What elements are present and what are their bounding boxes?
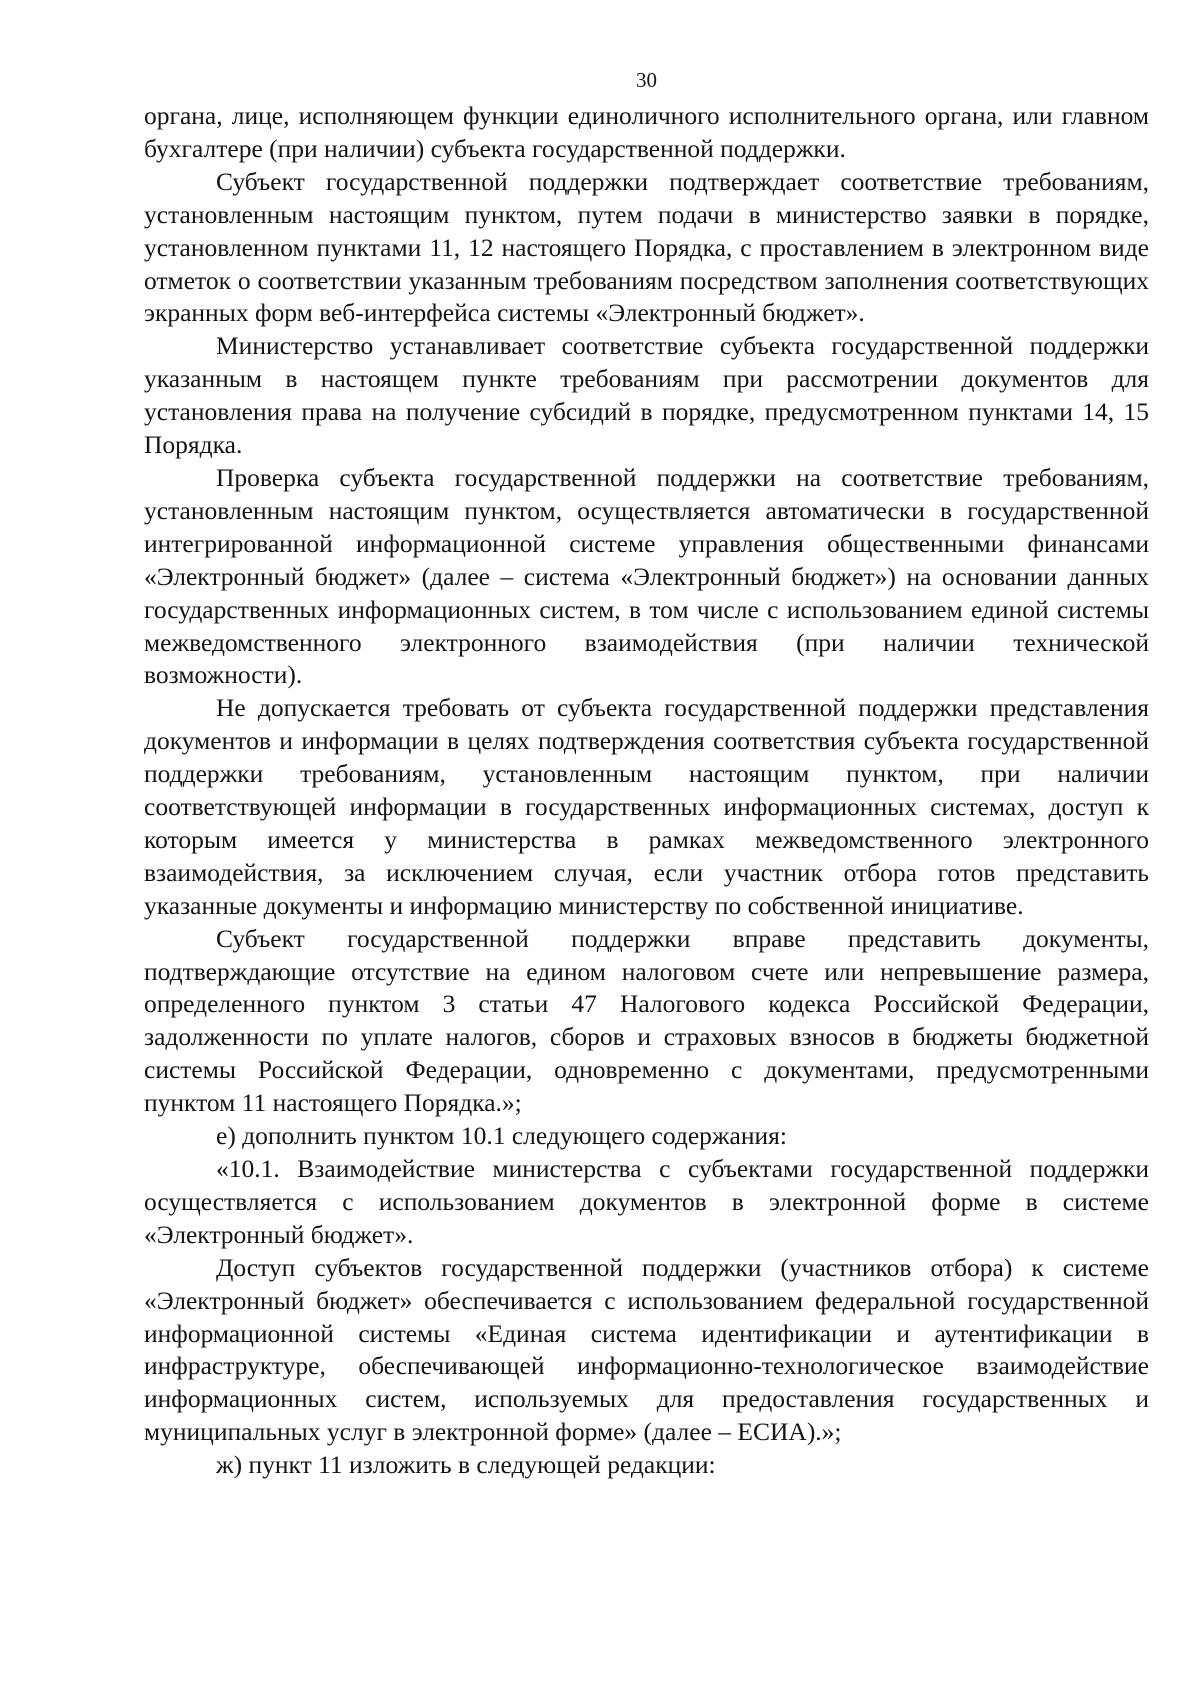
paragraph-not-allowed: Не допускается требовать от субъекта государственной поддержки представления документов и информации в целях подтверждения соответствия субъекта государственной поддержки требованиям, установленным настоящим пунктом, при наличии соответствующей информации в государственных информационных системах, доступ к которым имеется у министерства в рамках межведомственного электронного взаимодействия, за исключением случая, если участник отбора готов представить указанные документы и информацию министерству по собственной инициативе. <box>144 693 1149 920</box>
paragraph-item-e: е) дополнить пунктом 10.1 следующего содержания: <box>216 1121 787 1151</box>
paragraph-confirmation: Субъект государственной поддержки подтверждает соответствие требованиям, установленным настоящим пунктом, путем подачи в министерство заявки в порядке, установленном пунктами 11, 12 настоящего Порядка, с проставлением в электронном виде отметок о соответствии указанным требованиям посредством заполнения соответствующих экранных форм веб-интерфейса системы «Электронный бюджет». <box>144 166 1149 328</box>
paragraph-ministry-check: Министерство устанавливает соответствие субъекта государственной поддержки указанным в настоящем пункте требованиям при рассмотрении документов для установления права на получение субсидий в порядке, предусмотренном пунктами 14, 15 Порядка. <box>144 331 1149 460</box>
paragraph-item-10-1: «10.1. Взаимодействие министерства с субъектами государственной поддержки осуществляется с использованием документов в электронной форме в системе «Электронный бюджет». <box>144 1154 1149 1249</box>
paragraph-access-esia: Доступ субъектов государственной поддержки (участников отбора) к системе «Электронный бюджет» обеспечивается с использованием федеральной государственной информационной системы «Единая система идентификации и аутентификации в инфраструктуре, обеспечивающей информационно-технологическое взаимодействие информационных систем, используемых для предоставления государственных и муниципальных услуг в электронной форме» (далее – ЕСИА).»; <box>144 1252 1149 1447</box>
page-number: 30 <box>636 68 657 92</box>
paragraph-continuation: органа, лице, исполняющем функции единоличного исполнительного органа, или главном бухгалтере (при наличии) субъекта государственной поддержки. <box>144 101 1149 163</box>
paragraph-item-zh: ж) пункт 11 изложить в следующей редакции: <box>216 1450 716 1480</box>
paragraph-tax-documents: Субъект государственной поддержки вправе представить документы, подтверждающие отсутствие на едином налоговом счете или непревышение размера, определенного пунктом 3 статьи 47 Налогового кодекса Российской Федерации, задолженности по уплате налогов, сборов и страховых взносов в бюджеты бюджетной системы Российской Федерации, одновременно с документами, предусмотренными пунктом 11 настоящего Порядка.»; <box>144 923 1149 1118</box>
paragraph-automatic-check: Проверка субъекта государственной поддержки на соответствие требованиям, установленным настоящим пунктом, осуществляется автоматически в государственной интегрированной информационной системе управления общественными финансами «Электронный бюджет» (далее – система «Электронный бюджет») на основании данных государственных информационных систем, в том числе с использованием единой системы межведомственного электронного взаимодействия (при наличии технической возможности). <box>144 462 1149 690</box>
document-body <box>144 100 1149 1482</box>
